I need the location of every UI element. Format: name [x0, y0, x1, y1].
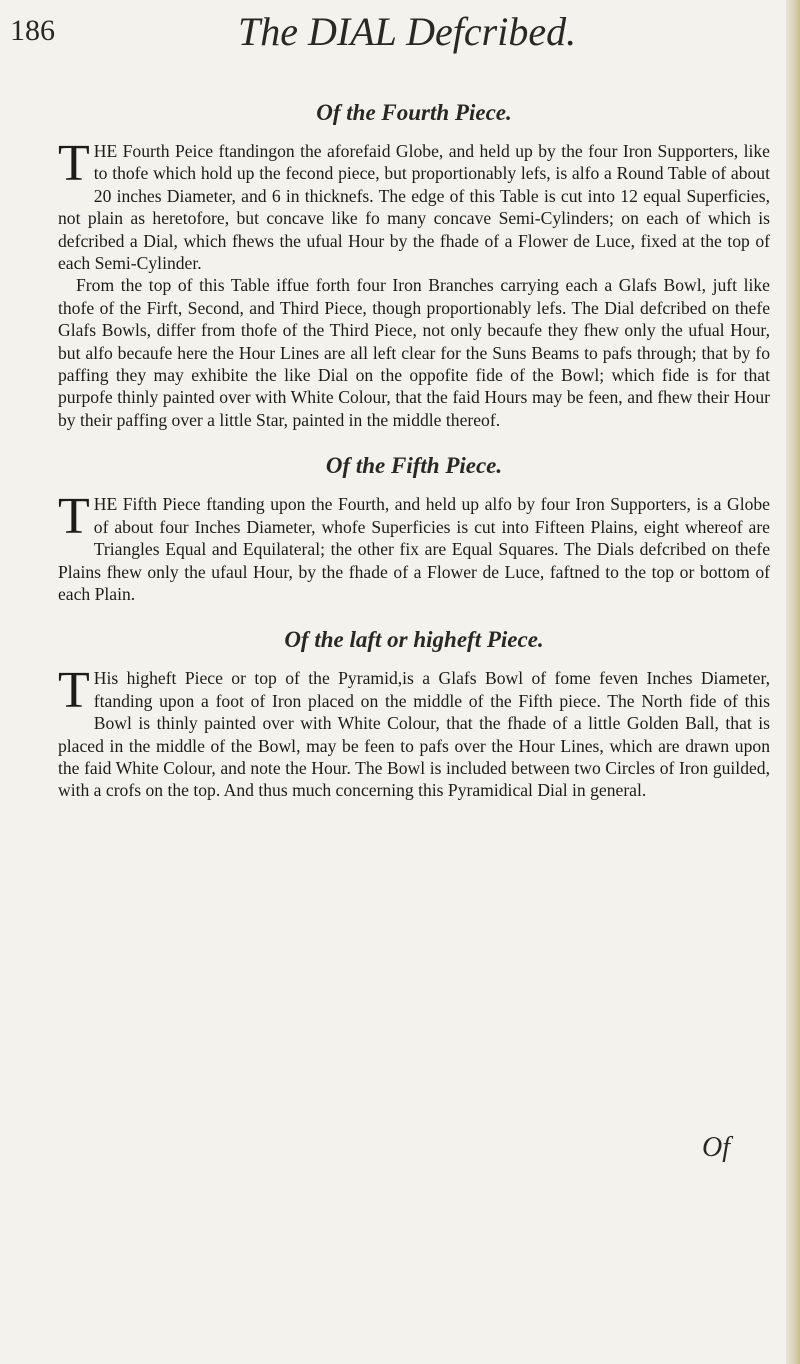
section-fourth-piece [58, 100, 770, 431]
page-header [0, 8, 800, 58]
page-number: 186 [10, 14, 55, 47]
section-heading: Of the Fourth Piece. [316, 100, 512, 125]
paragraph: From the top of this Table iffue forth four Iron Branches carrying each a Glafs Bowl, juft like thofe of the Firft, Second, and Third Piece, though proportionably lefs. The Dial defcribed on thefe Glafs Bowls, differ from thofe of the Third Piece, not only becaufe they fhew only the ufual Hour, but alfo becaufe here the Hour Lines are all left clear for the Suns Beams to pafs through; that by fo paffing they may exhibite the like Dial on the oppofite fide of the Bowl; which fide is for that purpofe thinly painted over with White Colour, that the faid Hours may be feen, and fhew their Hour by their paffing over a little Star, painted in the middle thereof. [58, 275, 770, 430]
drop-cap: T [58, 488, 90, 546]
paragraph-text: HE Fifth Piece ftanding upon the Fourth, and held up alfo by four Iron Supporters, is a Globe of about four Inches Diameter, whofe Superficies is cut into Fifteen Plains, eight whereof are Triangles Equal and Equilateral; the other fix are Equal Squares. The Dials defcribed on thefe Plains fhew only the ufaul Hour, by the fhade of a Flower de Luce, faftned to the top or bottom of each Plain. [58, 494, 770, 604]
paragraph [58, 662, 770, 801]
page-body [58, 100, 770, 802]
paragraph [58, 488, 770, 605]
drop-cap: T [58, 662, 90, 720]
section-highest-piece [58, 627, 770, 801]
paragraph [58, 135, 770, 274]
section-heading: Of the laft or higheft Piece. [284, 627, 544, 653]
paragraph-text: His higheft Piece or top of the Pyramid,is a Glafs Bowl of fome feven Inches Diameter, ftanding upon a foot of Iron placed on the middle of the Fifth piece. The North fide of this Bowl is thinly painted over with White Colour, that the fhade of a little Golden Ball, that is placed in the middle of the Bowl, may be feen to pafs over the Hour Lines, which are drawn upon the faid White Colour, and note the Hour. The Bowl is included between two Circles of Iron guilded, with a crofs on the top. And thus much concerning this Pyramidical Dial in general. [58, 668, 770, 801]
running-title: The DIAL Defcribed. [238, 9, 577, 54]
section-fifth-piece [58, 453, 770, 605]
catchword: Of [702, 1132, 730, 1163]
paragraph-text: HE Fourth Peice ftandingon the aforefaid Globe, and held up by the four Iron Supporters, like to thofe which hold up the fecond piece, but proportionably lefs, is alfo a Round Table of about 20 inches Diameter, and 6 in thicknefs. The edge of this Table is cut into 12 equal Superficies, not plain as heretofore, but concave like fo many concave Semi-Cylinders; on each of which is defcribed a Dial, which fhews the ufual Hour by the fhade of a Flower de Luce, fixed at the top of each Semi-Cylinder. [58, 141, 770, 274]
drop-cap: T [58, 135, 90, 192]
section-heading: Of the Fifth Piece. [325, 453, 503, 479]
page-edge [786, 0, 800, 1364]
